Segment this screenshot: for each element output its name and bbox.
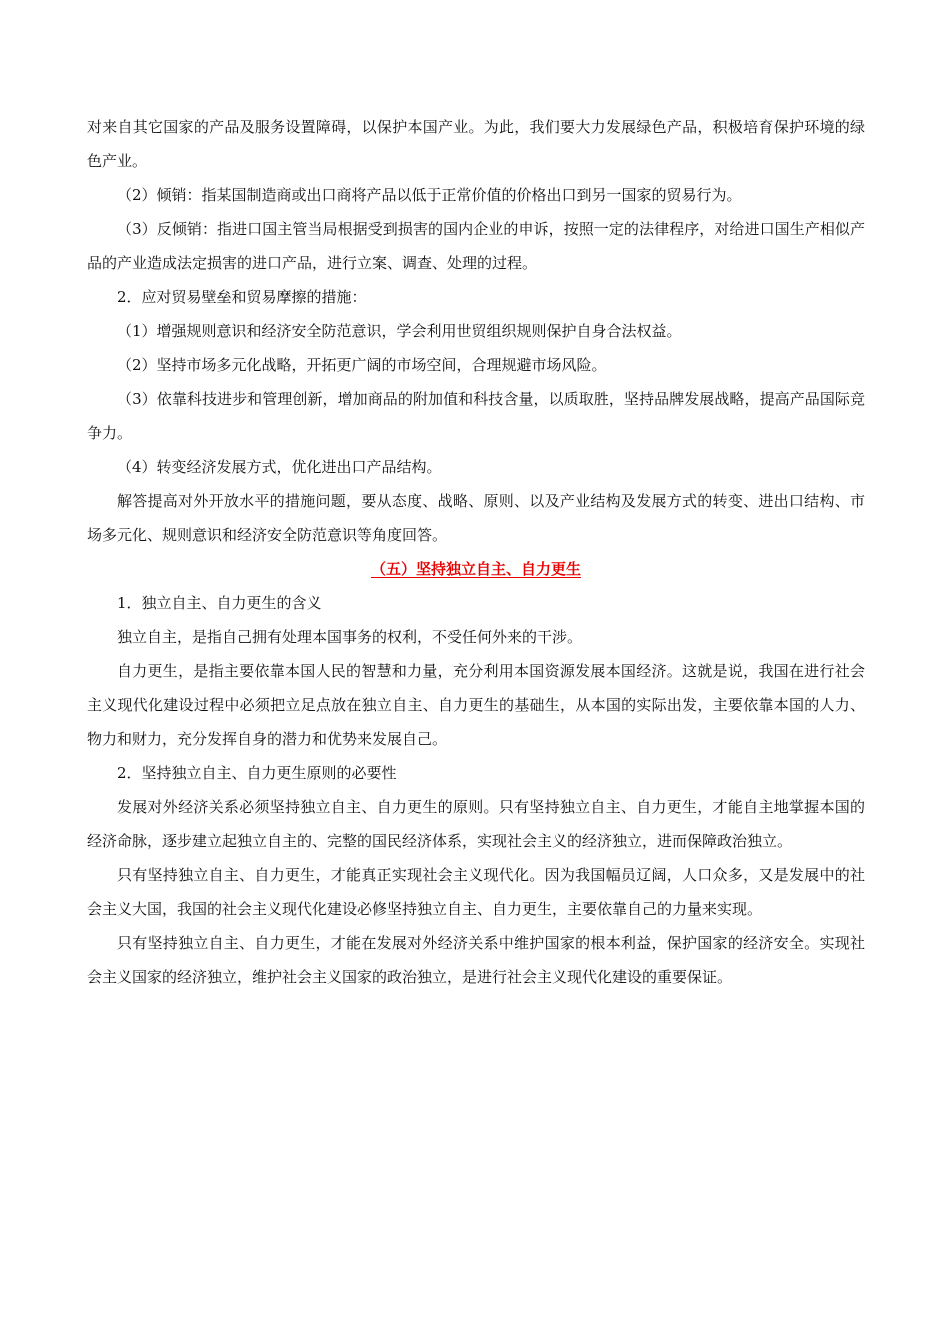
list-item-measure-1: （1）增强规则意识和经济安全防范意识，学会利用世贸组织规则保护自身合法权益。 [117, 322, 682, 340]
section-heading-text: （五）坚持独立自主、自力更生 [370, 560, 581, 578]
paragraph-independence: 独立自主，是指自己拥有处理本国事务的权利，不受任何外来的干涉。 [117, 628, 583, 646]
subheading-trade-measures: 2．应对贸易壁垒和贸易摩擦的措施： [117, 288, 367, 306]
section-heading [87, 552, 865, 586]
paragraph-dumping: （2）倾销：指某国制造商或出口商将产品以低于正常价值的价格出口到另一国家的贸易行为。 [117, 186, 742, 204]
paragraph-continued: 对来自其它国家的产品及服务设置障碍，以保护本国产业。为此，我们要大力发展绿色产品，积极培育保护环境的绿色产业。 [87, 118, 865, 170]
paragraph-necessity-1: 发展对外经济关系必须坚持独立自主、自力更生的原则。只有坚持独立自主、自力更生，才能自主地掌握本国的经济命脉，逐步建立起独立自主的、完整的国民经济体系，实现社会主义的经济独立，进而保障政治独立。 [87, 798, 865, 850]
paragraph-necessity-3: 只有坚持独立自主、自力更生，才能在发展对外经济关系中维护国家的根本利益，保护国家的经济安全。实现社会主义国家的经济独立，维护社会主义国家的政治独立，是进行社会主义现代化建设的重要保证。 [87, 934, 865, 986]
paragraph-necessity-2: 只有坚持独立自主、自力更生，才能真正实现社会主义现代化。因为我国幅员辽阔，人口众多，又是发展中的社会主义大国，我国的社会主义现代化建设必修坚持独立自主、自力更生，主要依靠自己的力量来实现。 [87, 866, 865, 918]
paragraph-anti-dumping: （3）反倾销：指进口国主管当局根据受到损害的国内企业的申诉，按照一定的法律程序，对给进口国生产相似产品的产业造成法定损害的进口产品，进行立案、调查、处理的过程。 [87, 220, 865, 272]
paragraph-answer-tip: 解答提高对外开放水平的措施问题，要从态度、战略、原则、以及产业结构及发展方式的转变、进出口结构、市场多元化、规则意识和经济安全防范意识等角度回答。 [87, 492, 865, 544]
list-item-measure-3: （3）依靠科技进步和管理创新，增加商品的附加值和科技含量，以质取胜，坚持品牌发展战略，提高产品国际竞争力。 [87, 390, 865, 442]
document-page [87, 110, 865, 994]
subheading-meaning: 1．独立自主、自力更生的含义 [117, 594, 322, 612]
list-item-measure-4: （4）转变经济发展方式，优化进出口产品结构。 [117, 458, 442, 476]
paragraph-self-reliance: 自力更生，是指主要依靠本国人民的智慧和力量，充分利用本国资源发展本国经济。这就是说，我国在进行社会主义现代化建设过程中必须把立足点放在独立自主、自力更生的基础生，从本国的实际出发，主要依靠本国的人力、物力和财力，充分发挥自身的潜力和优势来发展自己。 [87, 662, 865, 748]
list-item-measure-2: （2）坚持市场多元化战略，开拓更广阔的市场空间，合理规避市场风险。 [117, 356, 607, 374]
subheading-necessity: 2．坚持独立自主、自力更生原则的必要性 [117, 764, 397, 782]
